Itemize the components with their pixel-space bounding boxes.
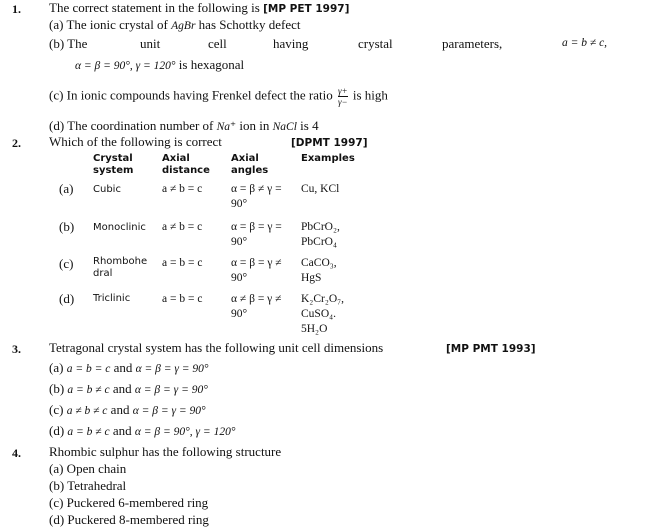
q2-row-b-examples: PbCrO₂, PbCrO₄ [301, 221, 340, 248]
q1-option-a-formula: AgBr [171, 20, 196, 32]
q3-option-b[interactable]: (b) a = b ≠ c and α = β = γ = 90° [49, 381, 208, 396]
q2-number: 2. [12, 136, 21, 150]
q1-option-c-ratio [338, 86, 348, 107]
q4-option-c[interactable]: (c) Puckered 6-membered ring [49, 495, 209, 510]
q3-option-a[interactable]: (a) a = b = c and α = β = γ = 90° [49, 360, 209, 375]
q3-source-tag: [MP PMT 1993] [446, 343, 536, 355]
q1-option-b-word-4: having [273, 36, 309, 51]
q3-option-c-math1: a ≠ b ≠ c [66, 405, 108, 417]
q1-option-b-word-6: parameters, [442, 36, 503, 51]
q1-option-c-denominator: γ− [338, 97, 348, 107]
q2-row-c-distance: a = b = c [162, 257, 203, 269]
q2-row-d-label[interactable]: (d) [59, 291, 75, 306]
q1-option-a[interactable] [49, 17, 300, 33]
q2-row-a-label[interactable]: (a) [59, 181, 74, 196]
q2-row-b-label[interactable]: (b) [59, 219, 75, 234]
q2-row-d-angles: α ≠ β = γ ≠ 90° [231, 293, 282, 320]
q1-option-d-formula: Na⁺ [216, 121, 237, 133]
q1-option-b-line2-rest: is hexagonal [178, 57, 245, 72]
q3-option-d-math1: a = b ≠ c [67, 426, 110, 438]
q1-number: 1. [12, 2, 21, 16]
q3-option-c-math2: α = β = γ = 90° [132, 405, 206, 417]
q3-option-a-math1: a = b = c [66, 363, 111, 375]
q3-number: 3. [12, 342, 21, 356]
q2-row-a-system: Cubic [93, 184, 121, 195]
q1-option-d-formula-2: NaCl [272, 121, 297, 133]
q2-row-b-angles: α = β = γ = 90° [231, 221, 282, 248]
q1-option-a-text: (a) The ionic crystal of [49, 17, 168, 32]
q2-header-distance: Axial distance [162, 153, 210, 176]
q2-row-b-system: Monoclinic [93, 222, 146, 233]
q1-option-b-word-2: unit [140, 36, 161, 51]
q3-option-a-math2: α = β = γ = 90° [135, 363, 209, 375]
q1-option-b-angles: α = β = 90°, γ = 120° [75, 60, 176, 72]
q2-header-examples: Examples [301, 153, 355, 164]
q1-option-d-text: (d) The coordination number of [49, 118, 214, 133]
q2-row-b-distance: a ≠ b = c [162, 221, 203, 233]
q4-option-d[interactable]: (d) Puckered 8-membered ring [49, 512, 209, 527]
q2-row-a-distance: a ≠ b = c [162, 183, 203, 195]
q1-option-b-word-3: cell [208, 36, 227, 51]
q2-stem: Which of the following is correct [49, 134, 222, 149]
q1-option-b-line2 [75, 57, 244, 73]
q2-row-d-distance: a = b = c [162, 293, 203, 305]
q1-option-d-mid: ion in [239, 118, 270, 133]
q2-row-c-system: Rhombohe dral [93, 256, 148, 279]
q1-option-a-rest: has Schottky defect [198, 17, 301, 32]
q3-option-c[interactable]: (c) a ≠ b ≠ c and α = β = γ = 90° [49, 402, 206, 417]
q3-option-d-math2: α = β = 90°, γ = 120° [134, 426, 236, 438]
q1-option-c-text: (c) In ionic compounds having Frenkel defect the ratio [49, 87, 333, 103]
q3-option-d[interactable]: (d) a = b ≠ c and α = β = 90°, γ = 120° [49, 423, 236, 438]
q2-row-c-examples: CaCO₃, HgS [301, 257, 337, 284]
q3-stem: Tetragonal crystal system has the following unit cell dimensions [49, 340, 384, 355]
q1-source-tag: [MP PET 1997] [263, 3, 350, 15]
q1-option-d[interactable] [49, 118, 319, 134]
q1-option-d-rest: is 4 [300, 118, 319, 133]
q2-row-d-examples: K₂Cr₂O₇, CuSO₄. 5H₂O [301, 293, 345, 335]
q1-stem [49, 0, 349, 16]
q1-option-c-rest: is high [352, 87, 388, 103]
q3-option-b-math1: a = b ≠ c [67, 384, 110, 396]
q2-source-tag: [DPMT 1997] [291, 137, 368, 149]
q4-option-b[interactable]: (b) Tetrahedral [49, 478, 127, 493]
q1-option-b-word-1: (b) The [49, 36, 88, 51]
q2-row-c-angles: α = β = γ ≠ 90° [231, 257, 282, 284]
q2-row-c-label[interactable]: (c) [59, 256, 74, 271]
q1-option-b-formula: a = b ≠ c, [562, 37, 608, 49]
q2-header-angles: Axial angles [231, 153, 269, 176]
q2-header-system: Crystal system [93, 153, 134, 176]
q2-row-a-examples: Cu, KCl [301, 183, 340, 195]
q3-option-b-math2: α = β = γ = 90° [134, 384, 208, 396]
q1-stem-text: The correct statement in the following is [49, 0, 260, 15]
q4-number: 4. [12, 446, 21, 460]
q2-row-a-angles: α = β ≠ γ = 90° [231, 183, 282, 210]
q4-option-a[interactable]: (a) Open chain [49, 461, 127, 476]
q2-row-d-system: Triclinic [93, 293, 131, 304]
q4-stem: Rhombic sulphur has the following structure [49, 444, 282, 459]
q1-option-b-word-5: crystal [358, 36, 393, 51]
q1-option-c[interactable] [49, 86, 388, 107]
q1-option-c-numerator: γ+ [338, 86, 348, 96]
